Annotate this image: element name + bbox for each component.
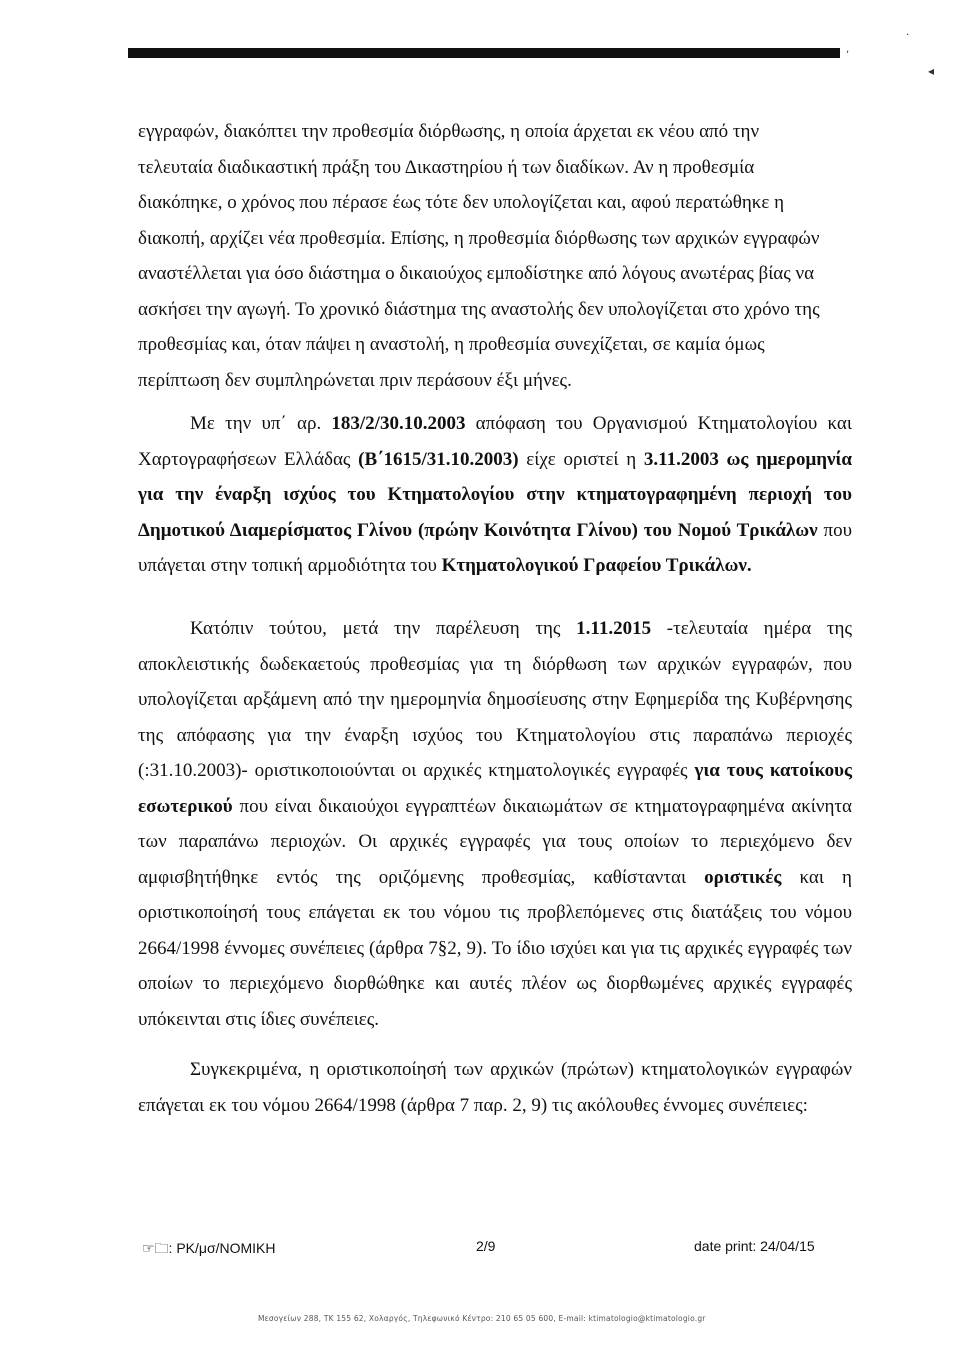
page-number: 2/9 (476, 1238, 496, 1254)
paragraph-2 (138, 406, 852, 584)
p3-text (138, 611, 852, 1037)
p1-line: τελευταία διαδικαστική πράξη του Δικαστηρίου ή των διαδίκων. Αν η προθεσμία (138, 156, 755, 178)
p1-line: αναστέλλεται για όσο διάστημα ο δικαιούχος εμποδίστηκε από λόγους ανωτέρας βίας να (138, 263, 815, 284)
p2-t2: απόφαση του Οργανισμού Κτηματολογίου και Χαρτογραφήσεων Ελλάδας (138, 413, 852, 470)
p3-t1: Κατόπιν τούτου, μετά την παρέλευση της (190, 618, 577, 639)
p3-t3: που είναι δικαιούχοι εγγραπτέων δικαιωμάτων σε κτηματογραφημένα ακίνητα των παραπάνω περιοχών. Οι αρχικές εγγραφές για τους οποίων το περιεχόμενο δεν αμφισβητήθηκε εντός της οριζόμενης προθεσμίας, καθίστανται (138, 795, 852, 888)
paragraph-1 (138, 114, 852, 398)
address-line: Μεσογείων 288, ΤΚ 155 62, Χολαργός, Τηλεφωνικό Κέντρο: 210 65 05 600, E-mail: ktimatologio@ktimatologio.gr (258, 1314, 706, 1323)
file-reference: ☞🗀: PK/μσ/ΝΟΜΙΚΗ (142, 1240, 276, 1256)
p2-t4: που υπάγεται στην τοπική αρμοδιότητα του (138, 519, 853, 576)
p2-b4: Κτηματολογικού Γραφείου Τρικάλων. (441, 555, 752, 576)
p1-line: διακόπηκε, ο χρόνος που πέρασε έως τότε δεν υπολογίζεται και, αφού περατώθηκε η (138, 192, 785, 213)
p3-b1: 1.11.2015 (576, 618, 652, 639)
p4-text: Συγκεκριμένα, η οριστικοποίησή των αρχικών (πρώτων) κτηματολογικών εγγραφών επάγεται εκ του νόμου 2664/1998 (άρθρα 7 παρ. 2, 9) τις ακόλουθες έννομες συνέπειες: (138, 1059, 852, 1116)
scan-speck: · (906, 30, 910, 41)
p3-t2: -τελευταία ημέρα της αποκλειστικής δωδεκαετούς προθεσμίας για τη διόρθωση των αρχικών εγγραφών, που υπολογίζεται αρξάμενη από την ημερομηνία δημοσίευσης στην Εφημερίδα της Κυβέρνησης της απόφασης για την έναρξη ισχύος του Κτηματολογίου στις παραπάνω περιοχές (:31.10.2003)- οριστικοποιούνται οι αρχικές κτηματολογικές εγγραφές (138, 618, 852, 781)
p1-line: περίπτωση δεν συμπληρώνεται πριν περάσουν έξι μήνες. (138, 369, 572, 391)
scan-speck: , (846, 44, 850, 55)
p2-b2: (Β΄1615/31.10.2003) (358, 448, 519, 470)
p3-b2: για τους κατοίκους εσωτερικού (138, 760, 852, 817)
scan-speck: ◂ (928, 64, 935, 78)
header-rule (128, 48, 840, 58)
p1-line: διακοπή, αρχίζει νέα προθεσμία. Επίσης, η προθεσμία διόρθωσης των αρχικών εγγραφών (138, 227, 820, 249)
p2-t1: Με την υπ΄ αρ. (190, 413, 332, 434)
paragraph-3 (138, 611, 852, 1037)
p3-t4: και η οριστικοποίησή τους επάγεται εκ του νόμου τις προβλεπόμενες στις διατάξεις του νόμου 2664/1998 έννομες συνέπειες (άρθρα 7§2, 9). Το ίδιο ισχύει και για τις αρχικές εγγραφές των οποίων το περιεχόμενο διορθώθηκε και αυτές πλέον ως διορθωμένες αρχικές εγγραφές υπόκεινται στις ίδιες συνέπειες. (138, 866, 852, 1030)
p2-text (138, 406, 852, 584)
p2-b3: 3.11.2003 ως ημερομηνία για την έναρξη ισχύος του Κτηματολογίου στην κτηματογραφημένη περιοχή του Δημοτικού Διαμερίσματος Γλίνου (πρώην Κοινότητα Γλίνου) του Νομού Τρικάλων (138, 448, 853, 541)
paragraph-4 (138, 1052, 852, 1123)
p3-b3: οριστικές (704, 866, 782, 888)
date-print: date print: 24/04/15 (694, 1238, 815, 1254)
p1-line: ασκήσει την αγωγή. Το χρονικό διάστημα της αναστολής δεν υπολογίζεται στο χρόνο της (138, 298, 820, 320)
p2-t3: είχε οριστεί η (518, 448, 644, 470)
p1-line: εγγραφών, διακόπτει την προθεσμία διόρθωσης, η οποία άρχεται εκ νέου από την (138, 121, 760, 142)
p2-b1: 183/2/30.10.2003 (331, 413, 466, 434)
p1-line: προθεσμίας και, όταν πάψει η αναστολή, η προθεσμία συνεχίζεται, σε καμία όμως (138, 334, 765, 355)
